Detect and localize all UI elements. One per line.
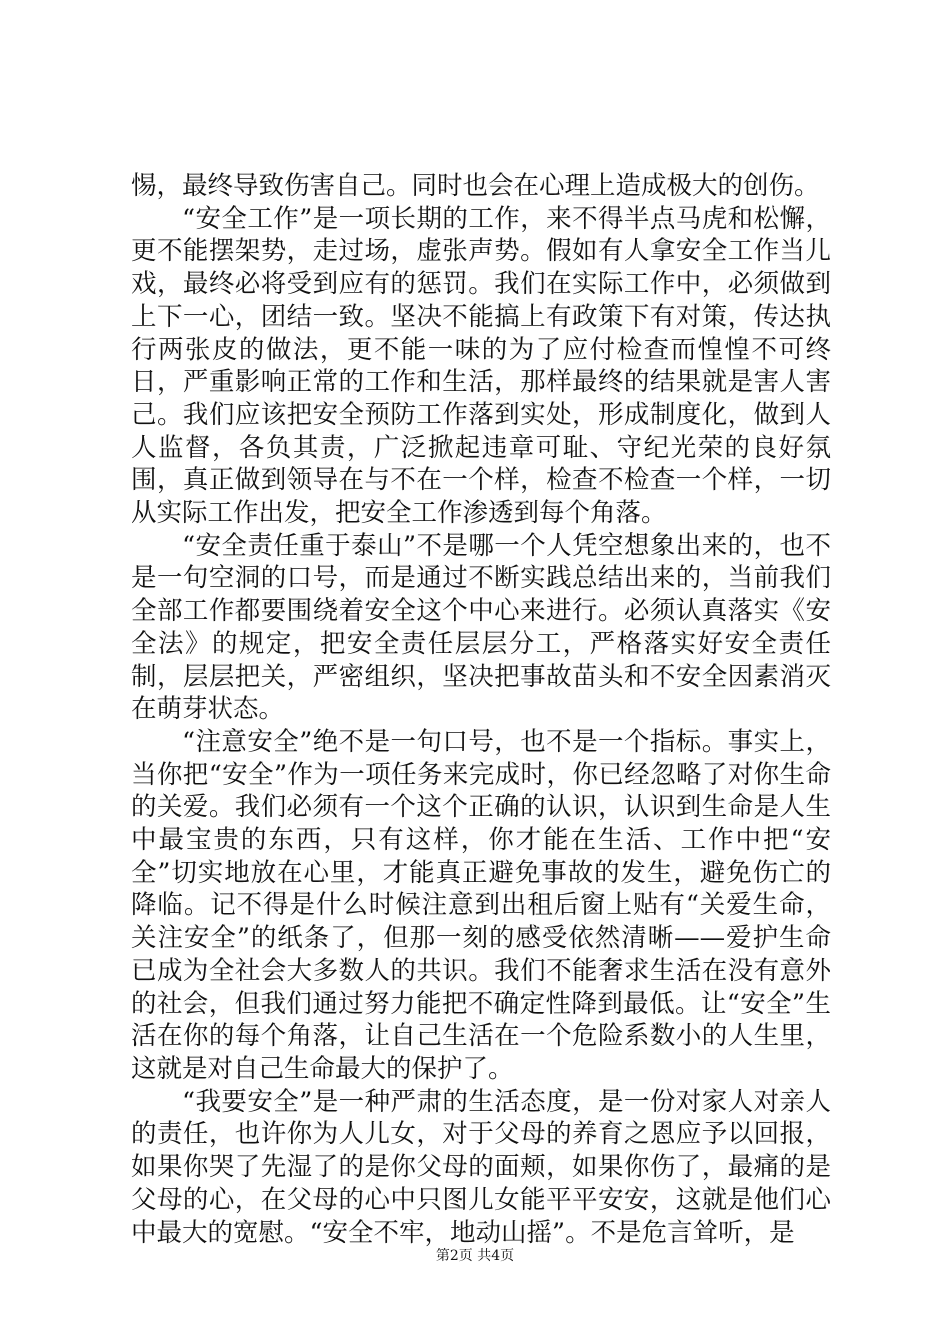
page-footer: 第2页 共4页 [435, 1248, 515, 1264]
paragraph-2: “安全工作”是一项长期的工作，来不得半点马虎和松懈，更不能摆架势，走过场，虚张声势。假如有人拿安全工作当儿戏，最终必将受到应有的惩罚。我们在实际工作中，必须做到上下一心，团结一致。坚决不能搞上有政策下有对策，传达执行两张皮的做法，更不能一味的为了应付检查而惶惶不可终日，严重影响正常的工作和生活，那样最终的结果就是害人害己。我们应该把安全预防工作落到实处，形成制度化，做到人人监督，各负其责，广泛掀起违章可耻、守纪光荣的良好氛围，真正做到领导在与不在一个样，检查不检查一个样，一切从实际工作出发，把安全工作渗透到每个角落。 [131, 203, 831, 529]
paragraph-1: 惕，最终导致伤害自己。同时也会在心理上造成极大的创伤。 [131, 171, 820, 201]
body-text [131, 170, 831, 1249]
paragraph-3: “安全责任重于泰山”不是哪一个人凭空想象出来的，也不是一句空洞的口号，而是通过不断实践总结出来的，当前我们全部工作都要围绕着安全这个中心来进行。必须认真落实《安全法》的规定，把安全责任层层分工，严格落实好安全责任制，层层把关，严密组织，坚决把事故苗头和不安全因素消灭在萌芽状态。 [131, 530, 831, 725]
paragraph-5: “我要安全”是一种严肃的生活态度，是一份对家人对亲人的责任，也许你为人儿女，对于父母的养育之恩应予以回报，如果你哭了先湿了的是你父母的面颊，如果你伤了，最痛的是父母的心，在父母的心中只图儿女能平平安安，这就是他们心中最大的宽慰。“安全不牢，地动山摇”。不是危言耸听，是 [131, 1086, 831, 1248]
paragraph-4: “注意安全”绝不是一句口号，也不是一个指标。事实上，当你把“安全”作为一项任务来完成时，你已经忽略了对你生命的关爱。我们必须有一个这个正确的认识，认识到生命是人生中最宝贵的东西，只有这样，你才能在生活、工作中把“安全”切实地放在心里，才能真正避免事故的发生，避免伤亡的降临。记不得是什么时候注意到出租后窗上贴有“关爱生命，关注安全”的纸条了，但那一刻的感受依然清晰——爱护生命已成为全社会大多数人的共识。我们不能奢求生活在没有意外的社会，但我们通过努力能把不确定性降到最低。让“安全”生活在你的每个角落，让自己生活在一个危险系数小的人生里，这就是对自己生命最大的保护了。 [131, 726, 831, 1084]
